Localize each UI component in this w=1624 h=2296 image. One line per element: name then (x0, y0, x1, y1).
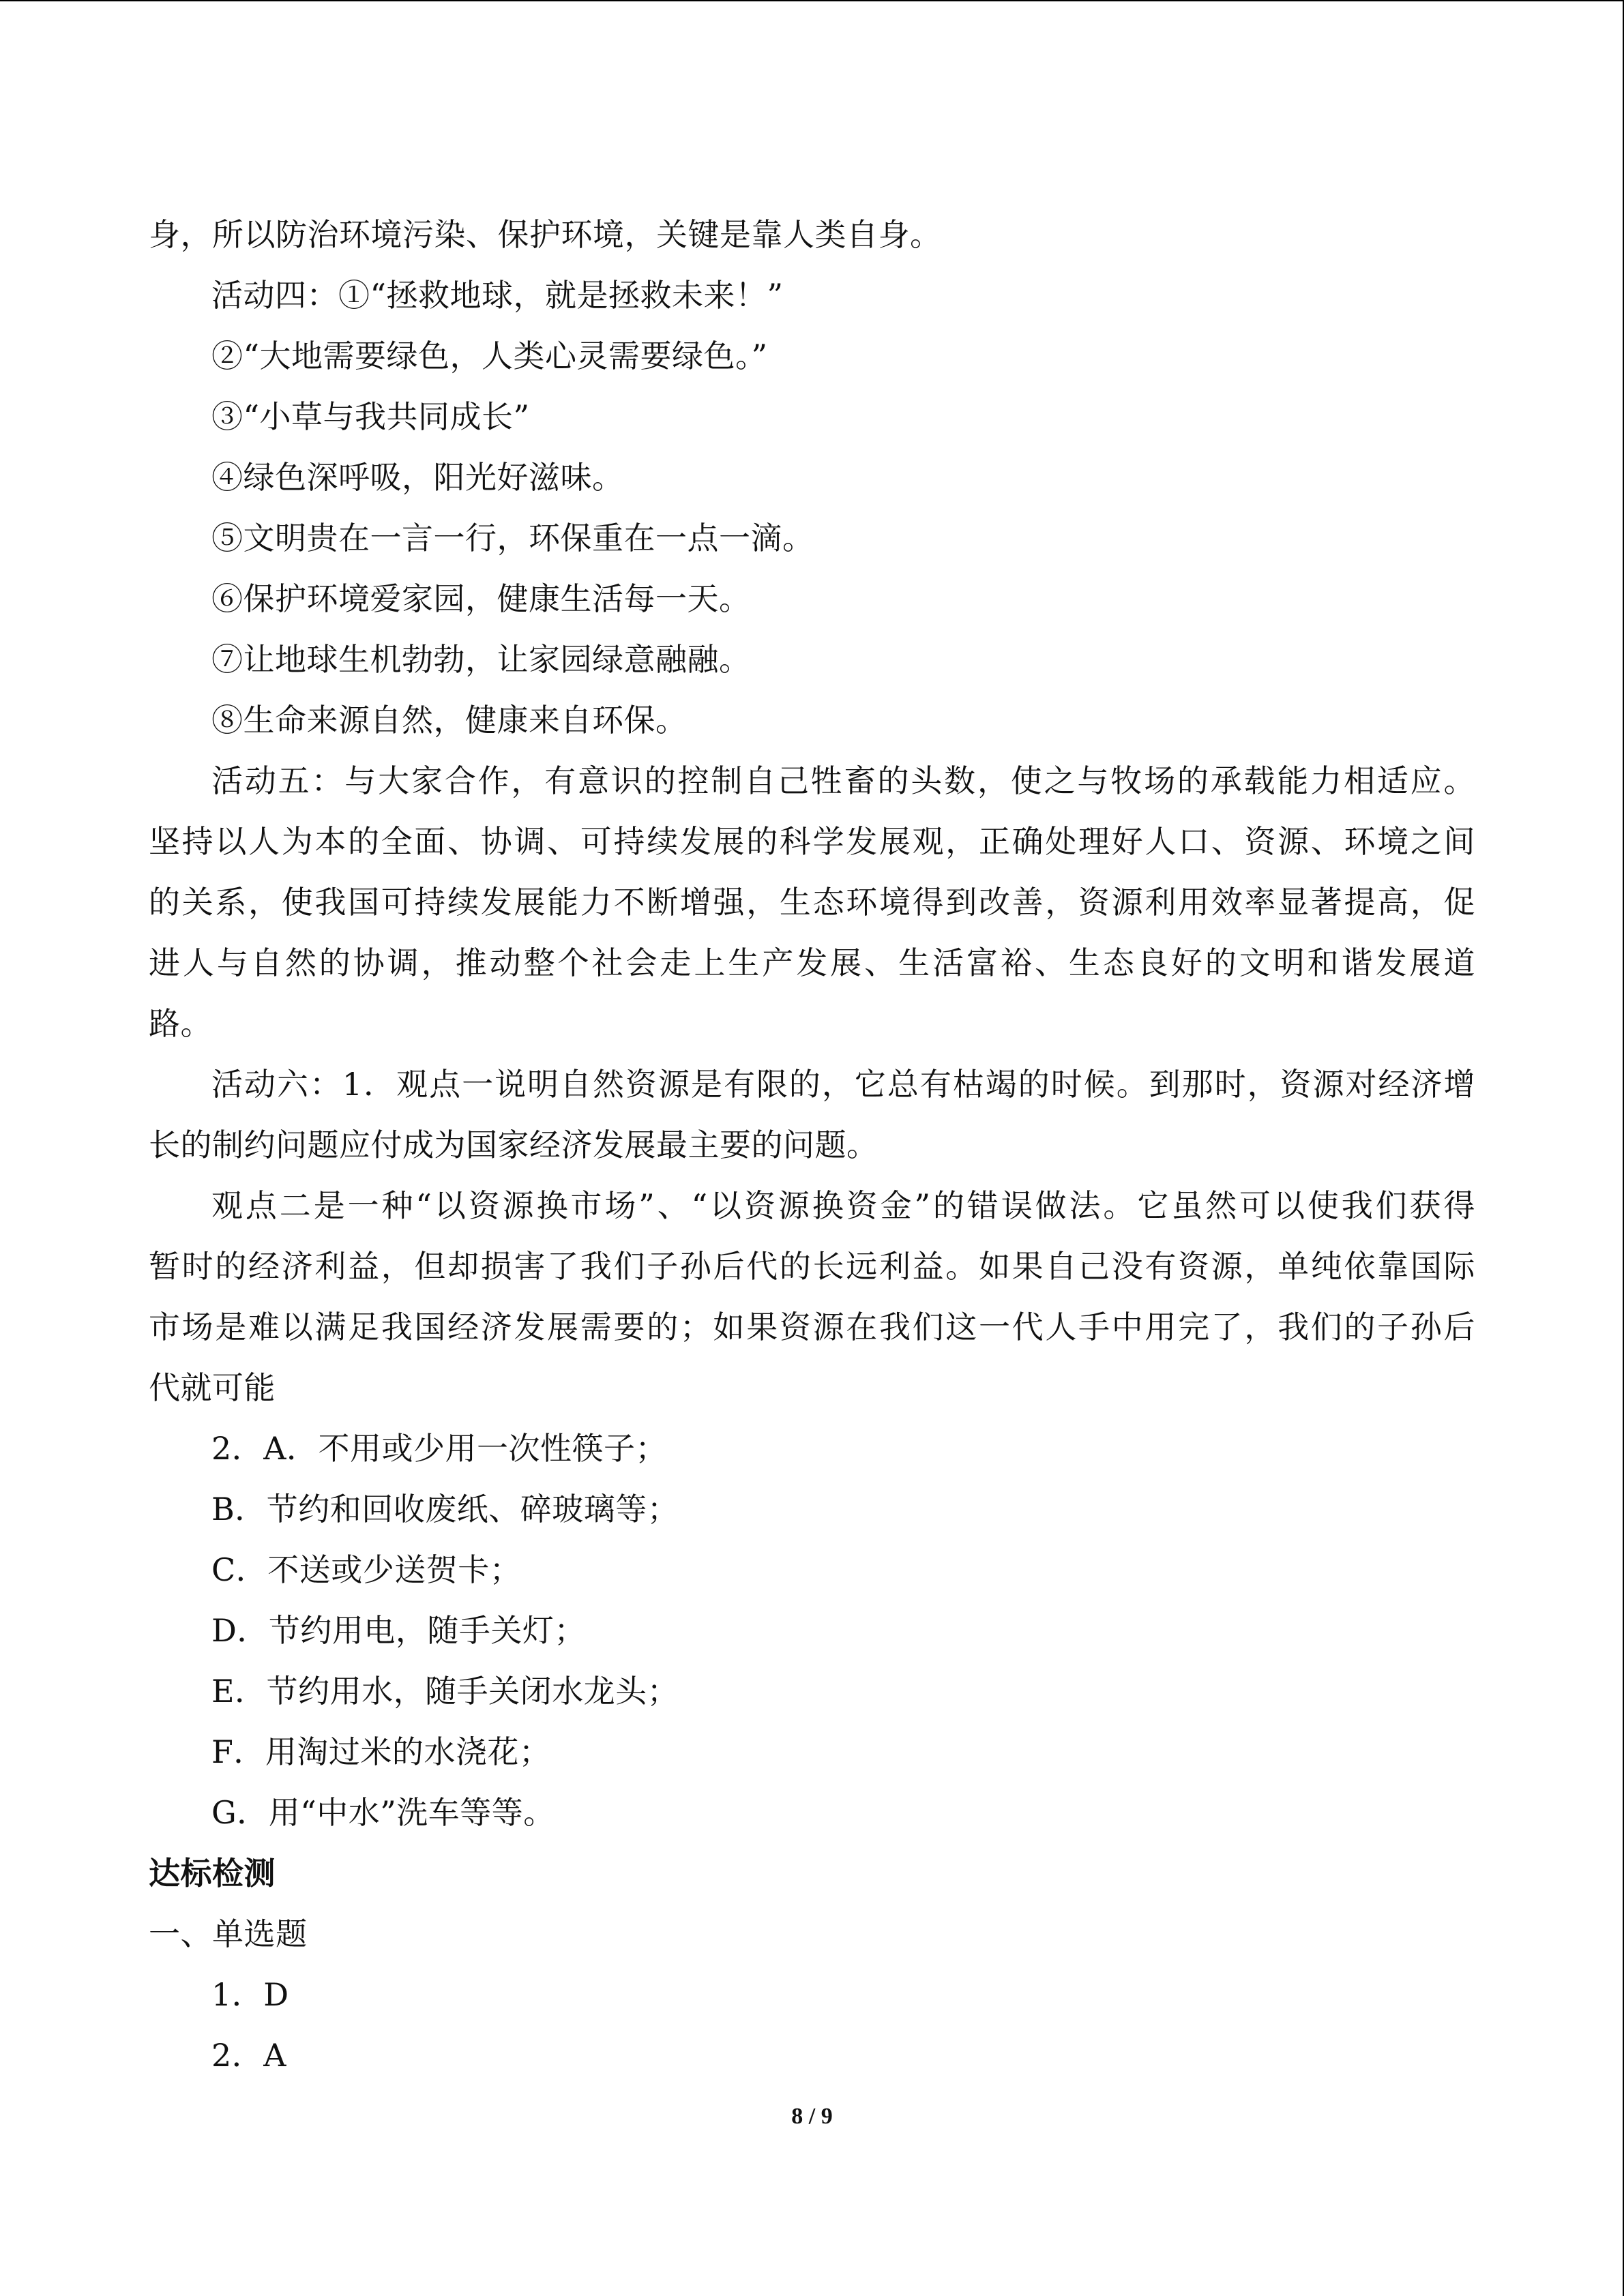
slogan-line: ⑤文明贵在一言一行，环保重在一点一滴。 (211, 520, 814, 556)
list-item: 2．A．不用或少用一次性筷子； (211, 1430, 667, 1467)
text-line: 身，所以防治环境污染、保护环境，关键是靠人类自身。 (149, 216, 942, 253)
text-line: 路。 (149, 1005, 212, 1042)
list-item: B．节约和回收废纸、碎玻璃等； (211, 1491, 679, 1527)
list-item: C．不送或少送贺卡； (211, 1551, 522, 1588)
activity-six-line: 活动六：1．观点一说明自然资源是有限的，它总有枯竭的时候。到那时，资源对经济增 (211, 1066, 1475, 1103)
text-line: 进人与自然的协调，推动整个社会走上生产发展、生活富裕、生态良好的文明和谐发展道 (149, 944, 1475, 981)
activity-four-line: 活动四：①“拯救地球，就是拯救未来！” (211, 277, 784, 314)
slogan-line: ⑦让地球生机勃勃，让家园绿意融融。 (211, 641, 751, 678)
slogan-line: ④绿色深呼吸，阳光好滋味。 (211, 459, 624, 496)
slogan-line: ③“小草与我共同成长” (211, 398, 530, 435)
text-line: 代就可能 (149, 1369, 276, 1406)
text-line: 的关系，使我国可持续发展能力不断增强，生态环境得到改善，资源利用效率显著提高，促 (149, 884, 1475, 921)
text-line: 坚持以人为本的全面、协调、可持续发展的科学发展观，正确处理好人口、资源、环境之间 (149, 823, 1475, 860)
viewpoint-two-line: 观点二是一种“以资源换市场”、“以资源换资金”的错误做法。它虽然可以使我们获得 (211, 1187, 1475, 1224)
answer-item: 1．D (211, 1976, 289, 2013)
list-item: E．节约用水，随手关闭水龙头； (211, 1673, 679, 1710)
text-line: 长的制约问题应付成为国家经济发展最主要的问题。 (149, 1127, 879, 1163)
section-heading: 达标检测 (149, 1855, 276, 1892)
slogan-line: ⑧生命来源自然，健康来自环保。 (211, 702, 688, 739)
list-item: G．用“中水”洗车等等。 (211, 1794, 555, 1831)
slogan-line: ②“大地需要绿色，人类心灵需要绿色。” (211, 338, 768, 374)
page-number: 8 / 9 (791, 2104, 833, 2129)
list-item: F．用淘过米的水浇花； (211, 1733, 551, 1770)
slogan-line: ⑥保护环境爱家园，健康生活每一天。 (211, 580, 751, 617)
text-line: 市场是难以满足我国经济发展需要的；如果资源在我们这一代人手中用完了，我们的子孙后 (149, 1309, 1475, 1345)
list-item: D．节约用电，随手关灯； (211, 1612, 586, 1649)
subsection-heading: 一、单选题 (149, 1915, 308, 1952)
document-body (149, 205, 1475, 2086)
answer-item: 2．A (211, 2037, 286, 2074)
text-line: 暂时的经济利益，但却损害了我们子孙后代的长远利益。如果自己没有资源，单纯依靠国际 (149, 1248, 1475, 1285)
activity-five-line: 活动五：与大家合作，有意识的控制自己牲畜的头数，使之与牧场的承载能力相适应。 (211, 762, 1475, 799)
